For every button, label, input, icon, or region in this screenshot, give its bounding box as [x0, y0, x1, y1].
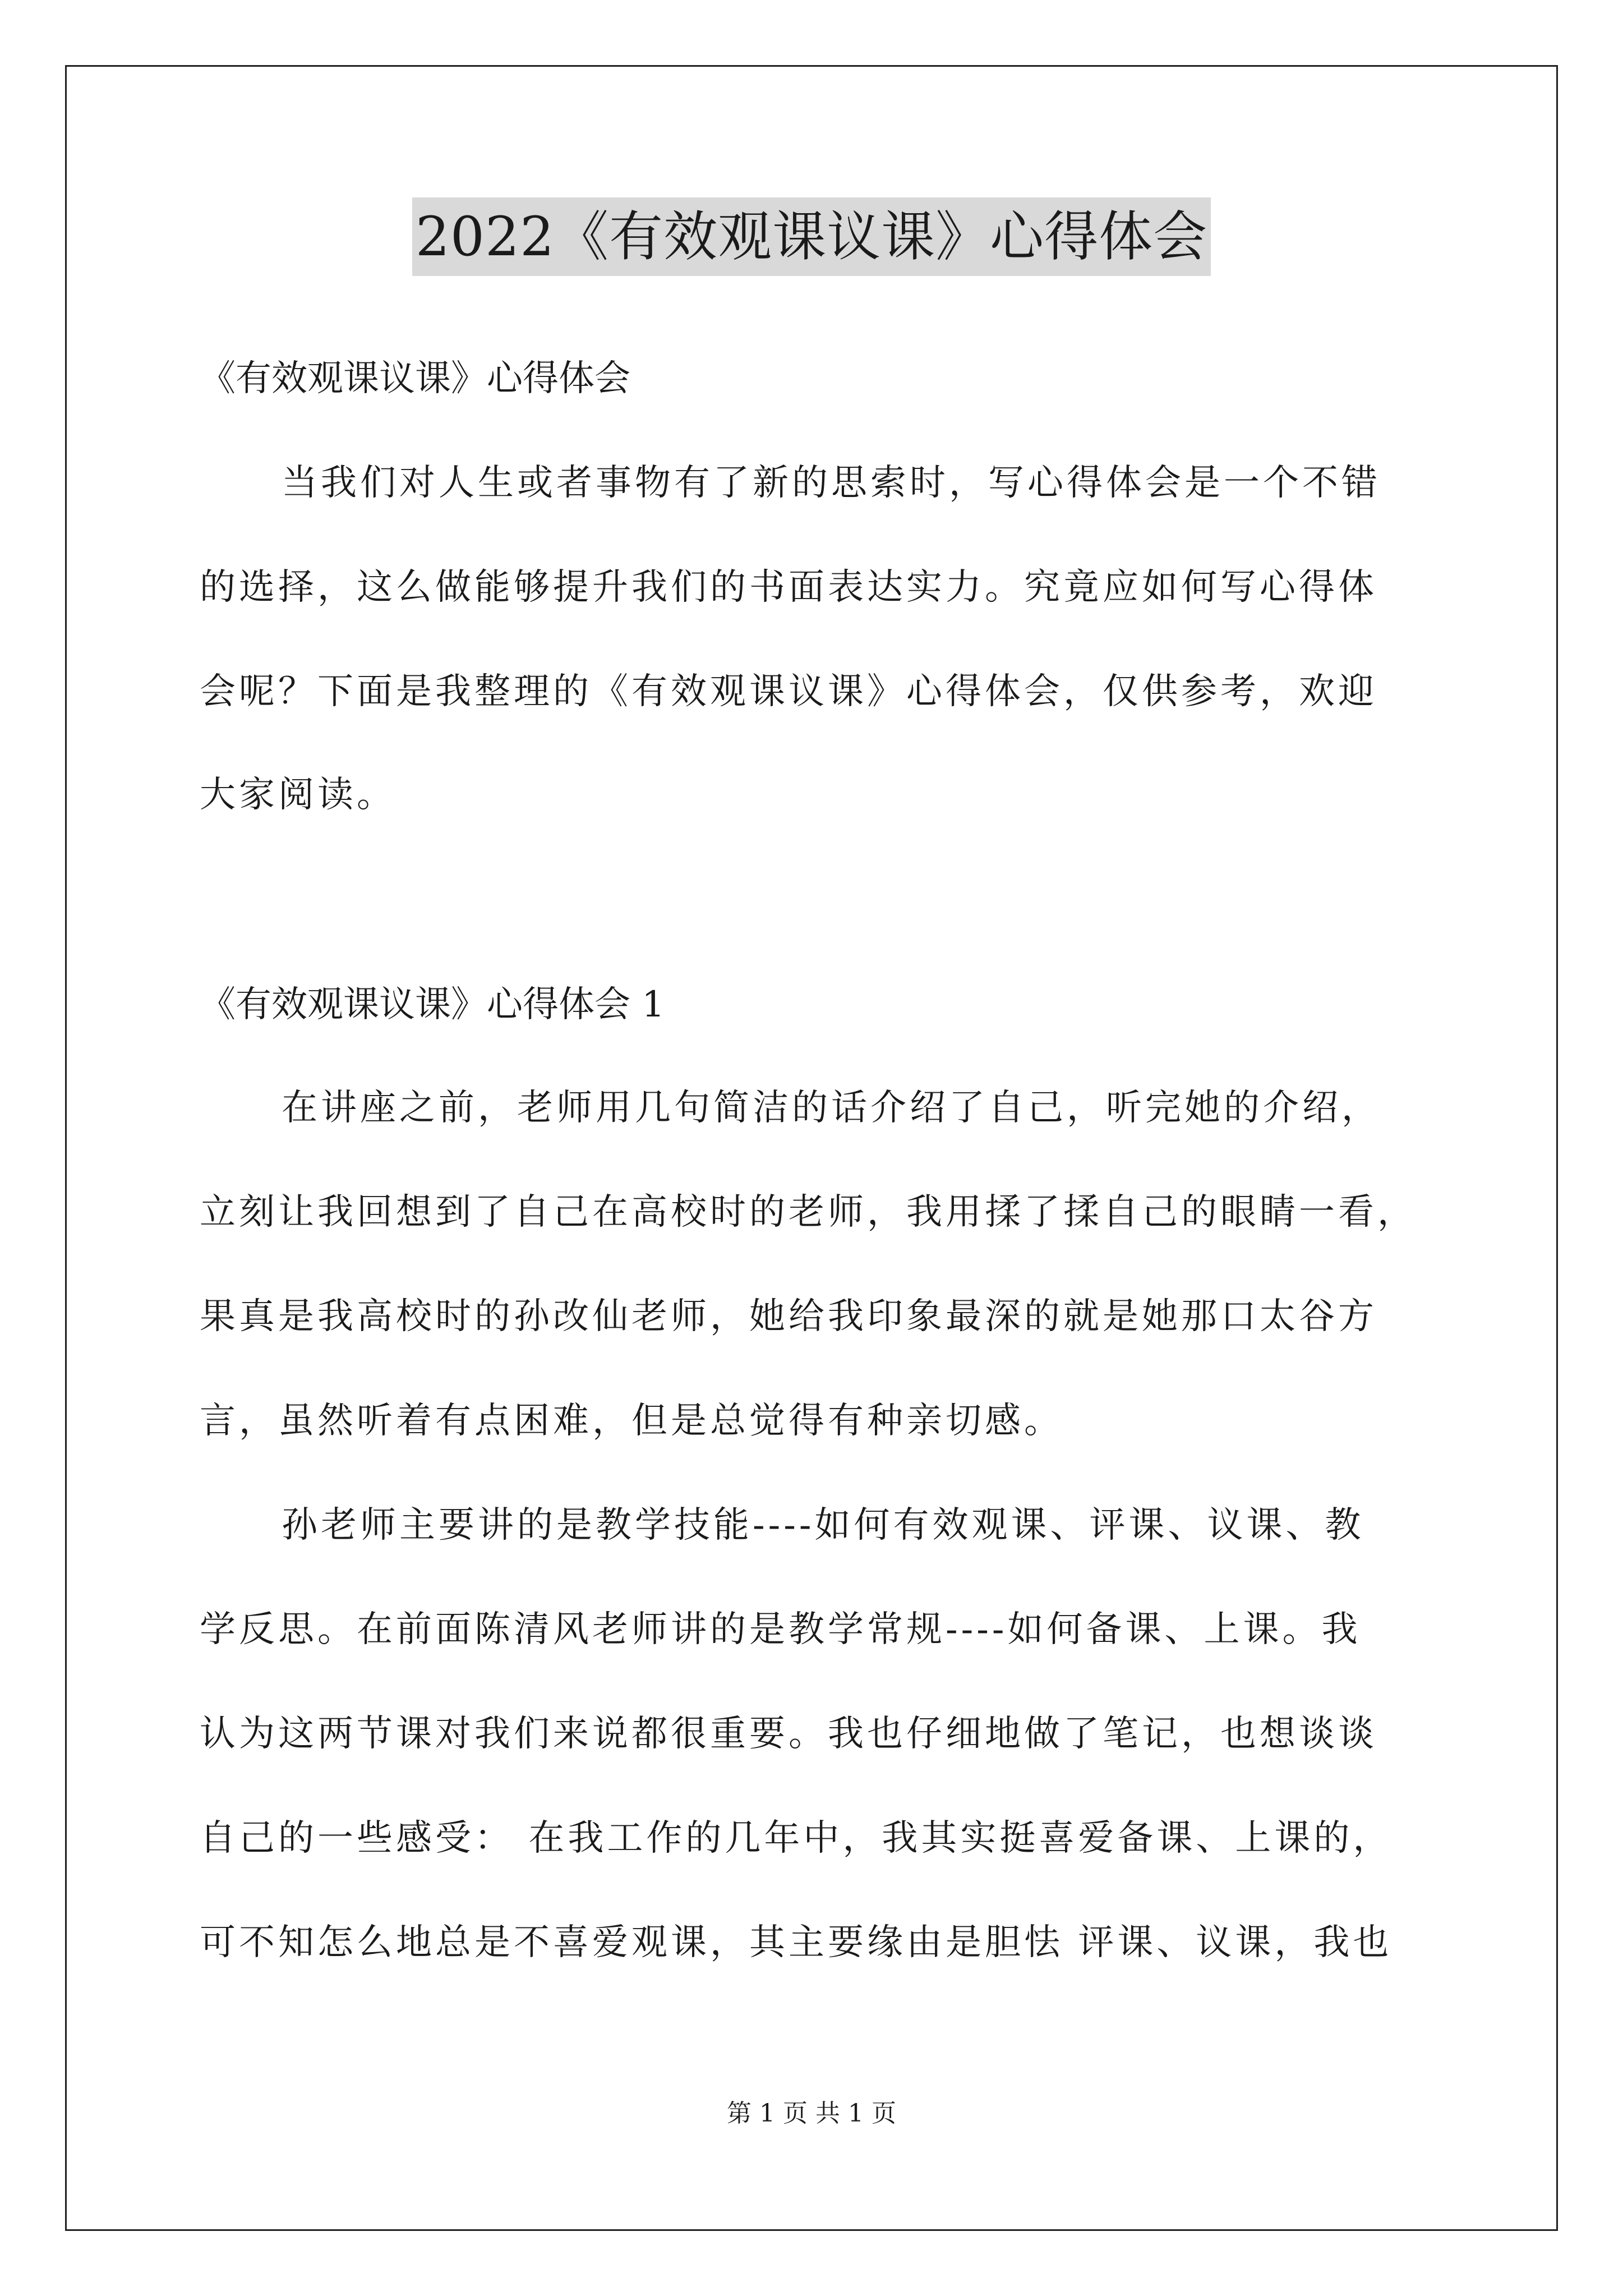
- intro-line: 当我们对人生或者事物有了新的思索时，写心得体会是一个不错: [282, 462, 1381, 504]
- paragraph-line: 自己的一些感受： 在我工作的几年中，我其实挺喜爱备课、上课的，: [200, 1818, 1393, 1859]
- paragraph-line: 认为这两节课对我们来说都很重要。我也仔细地做了笔记，也想谈谈: [200, 1713, 1377, 1755]
- paragraph-line: 可不知怎么地总是不喜爱观课，其主要缘由是胆怯 评课、议课，我也: [200, 1922, 1393, 1963]
- intro-heading: 《有效观课议课》心得体会: [200, 358, 630, 399]
- intro-line: 会呢？下面是我整理的《有效观课议课》心得体会，仅供参考，欢迎: [200, 671, 1377, 712]
- title-container: [0, 197, 1623, 276]
- section-heading: 《有效观课议课》心得体会 1: [200, 984, 665, 1025]
- document-title: 2022《有效观课议课》心得体会: [412, 197, 1211, 276]
- intro-line: 大家阅读。: [200, 774, 396, 816]
- paragraph-line: 果真是我高校时的孙改仙老师，她给我印象最深的就是她那口太谷方: [200, 1296, 1377, 1337]
- paragraph-line: 在讲座之前，老师用几句简洁的话介绍了自己，听完她的介绍，: [282, 1087, 1381, 1129]
- intro-line: 的选择，这么做能够提升我们的书面表达实力。究竟应如何写心得体: [200, 567, 1377, 608]
- paragraph-line: 言，虽然听着有点困难，但是总觉得有种亲切感。: [200, 1400, 1063, 1442]
- paragraph-line: 学反思。在前面陈清风老师讲的是教学常规----如何备课、上课。我: [200, 1609, 1361, 1650]
- paragraph-line: 孙老师主要讲的是教学技能----如何有效观课、评课、议课、教: [282, 1504, 1364, 1546]
- paragraph-line: 立刻让我回想到了自己在高校时的老师，我用揉了揉自己的眼睛一看，: [200, 1191, 1417, 1233]
- page-footer: 第 1 页 共 1 页: [727, 2099, 896, 2128]
